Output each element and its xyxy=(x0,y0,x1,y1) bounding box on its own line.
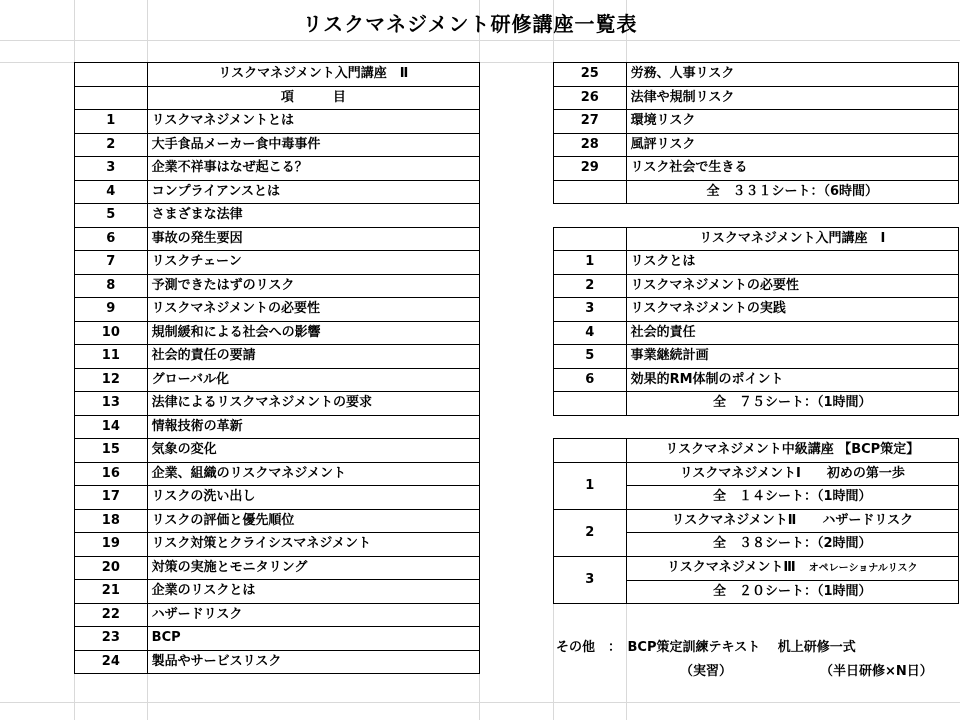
item-number: 29 xyxy=(554,157,627,181)
item-title: 大手食品メーカー食中毒事件 xyxy=(147,133,479,157)
item-number: 6 xyxy=(75,227,148,251)
module-title xyxy=(626,509,958,533)
other-duration-label: （半日研修×N日） xyxy=(820,664,933,679)
table-row xyxy=(75,486,480,510)
page-title: リスクマネジメント研修講座一覧表 xyxy=(302,12,638,36)
module-title-text: リスクマネジメントⅡ ハザードリスク xyxy=(671,512,914,528)
item-title: 情報技術の革新 xyxy=(147,415,479,439)
course-title: リスクマネジメント中級講座 【BCP策定】 xyxy=(626,439,958,463)
item-title: ハザードリスク xyxy=(147,603,479,627)
item-number: 15 xyxy=(75,439,148,463)
table-row xyxy=(75,110,480,134)
sheet-total: 全 ３８シート：（2時間） xyxy=(626,533,958,557)
course-title: リスクマネジメント入門講座 Ⅱ xyxy=(147,63,479,87)
item-title: 事業継続計画 xyxy=(626,345,958,369)
item-number: 1 xyxy=(75,110,148,134)
item-number: 12 xyxy=(75,368,148,392)
item-number: 3 xyxy=(75,157,148,181)
sheet-total: 全 ７５シート：（1時間） xyxy=(626,392,958,416)
item-title: コンプライアンスとは xyxy=(147,180,479,204)
item-title: リスク対策とクライシスマネジメント xyxy=(147,533,479,557)
item-title: 社会的責任の要請 xyxy=(147,345,479,369)
item-title: 製品やサービスリスク xyxy=(147,650,479,674)
item-title: リスクとは xyxy=(626,251,958,275)
table-row xyxy=(554,345,959,369)
table-row xyxy=(554,110,959,134)
table-cell xyxy=(554,439,627,463)
item-number: 24 xyxy=(75,650,148,674)
module-number: 2 xyxy=(554,509,627,556)
item-number: 28 xyxy=(554,133,627,157)
module-title xyxy=(626,462,958,486)
course-table-intro-2-continued xyxy=(554,63,959,204)
item-title: リスクチェーン xyxy=(147,251,479,275)
module-number: 3 xyxy=(554,556,627,604)
item-number: 14 xyxy=(75,415,148,439)
module-subtitle-text: オペレーショナルリスク xyxy=(808,562,918,574)
table-header-row xyxy=(75,86,480,110)
item-title: 気象の変化 xyxy=(147,439,479,463)
table-row xyxy=(75,204,480,228)
table-row xyxy=(554,63,959,87)
item-title: 企業のリスクとは xyxy=(147,580,479,604)
module-title-row xyxy=(554,556,959,580)
item-title: リスクマネジメントとは xyxy=(147,110,479,134)
item-number: 20 xyxy=(75,556,148,580)
item-number: 6 xyxy=(554,368,627,392)
table-row xyxy=(75,321,480,345)
item-title: リスクの評価と優先順位 xyxy=(147,509,479,533)
item-title: さまざまな法律 xyxy=(147,204,479,228)
module-title-text: リスクマネジメントⅠ 初めの第一歩 xyxy=(679,465,905,481)
item-title: 企業不祥事はなぜ起こる？ xyxy=(147,157,479,181)
item-number: 1 xyxy=(554,251,627,275)
item-number: 8 xyxy=(75,274,148,298)
table-row xyxy=(554,298,959,322)
table-row xyxy=(554,157,959,181)
item-number: 27 xyxy=(554,110,627,134)
item-number: 11 xyxy=(75,345,148,369)
item-title: リスクマネジメントの実践 xyxy=(626,298,958,322)
item-title: 事故の発生要因 xyxy=(147,227,479,251)
table-header-row xyxy=(554,227,959,251)
table-row xyxy=(75,439,480,463)
table-row xyxy=(75,180,480,204)
course-table-intro-1 xyxy=(554,204,959,416)
table-row xyxy=(75,392,480,416)
item-number: 25 xyxy=(554,63,627,87)
table-row xyxy=(75,157,480,181)
table-row xyxy=(75,556,480,580)
column-header-item: 項 目 xyxy=(147,86,479,110)
item-title: 予測できたはずのリスク xyxy=(147,274,479,298)
item-number: 21 xyxy=(75,580,148,604)
item-number: 22 xyxy=(75,603,148,627)
total-row xyxy=(554,180,959,204)
item-number: 17 xyxy=(75,486,148,510)
table-header-row xyxy=(75,63,480,87)
item-title: 規制緩和による社会への影響 xyxy=(147,321,479,345)
item-title: 対策の実施とモニタリング xyxy=(147,556,479,580)
sheet-total: 全 １４シート：（1時間） xyxy=(626,486,958,510)
item-number: 2 xyxy=(75,133,148,157)
course-table-intermediate xyxy=(554,415,959,604)
item-number: 13 xyxy=(75,392,148,416)
table-cell xyxy=(554,180,627,204)
item-title: リスクマネジメントの必要性 xyxy=(147,298,479,322)
item-title: 労務、人事リスク xyxy=(626,63,958,87)
item-number: 18 xyxy=(75,509,148,533)
table-row xyxy=(75,627,480,651)
table-row xyxy=(554,274,959,298)
item-number: 9 xyxy=(75,298,148,322)
item-title: グローバル化 xyxy=(147,368,479,392)
spacer-row xyxy=(554,415,959,439)
module-title-row xyxy=(554,509,959,533)
table-cell xyxy=(554,392,627,416)
grid-row xyxy=(0,702,960,703)
spacer-cell xyxy=(554,415,959,439)
item-number: 5 xyxy=(554,345,627,369)
table-row xyxy=(75,509,480,533)
item-title: 企業、組織のリスクマネジメント xyxy=(147,462,479,486)
item-number: 19 xyxy=(75,533,148,557)
table-row xyxy=(75,415,480,439)
table-row xyxy=(75,462,480,486)
item-number: 2 xyxy=(554,274,627,298)
module-title-row xyxy=(554,462,959,486)
spacer-row xyxy=(554,204,959,228)
table-row xyxy=(75,251,480,275)
item-number: 7 xyxy=(75,251,148,275)
course-table-right xyxy=(553,62,959,604)
item-title: 効果的RM体制のポイント xyxy=(626,368,958,392)
item-number: 26 xyxy=(554,86,627,110)
module-number: 1 xyxy=(554,462,627,509)
table-cell xyxy=(554,227,627,251)
item-number: 4 xyxy=(554,321,627,345)
item-title: 環境リスク xyxy=(626,110,958,134)
module-title xyxy=(626,556,958,580)
table-row xyxy=(554,251,959,275)
table-row xyxy=(75,603,480,627)
sheet-total: 全 ２０シート：（1時間） xyxy=(626,580,958,604)
item-number: 23 xyxy=(75,627,148,651)
table-row xyxy=(554,321,959,345)
other-materials-line: その他 ： BCP策定訓練テキスト 机上研修一式 xyxy=(556,640,856,655)
sheet-total: 全 ３３１シート：（6時間） xyxy=(626,180,958,204)
table-row xyxy=(75,650,480,674)
table-row xyxy=(75,298,480,322)
grid-row xyxy=(0,40,960,41)
item-title: 社会的責任 xyxy=(626,321,958,345)
item-number: 16 xyxy=(75,462,148,486)
table-row xyxy=(75,345,480,369)
table-row xyxy=(75,533,480,557)
table-row xyxy=(75,133,480,157)
table-cell xyxy=(75,86,148,110)
item-number: 3 xyxy=(554,298,627,322)
item-title: 風評リスク xyxy=(626,133,958,157)
table-cell xyxy=(75,63,148,87)
table-row xyxy=(554,133,959,157)
item-title: 法律によるリスクマネジメントの要求 xyxy=(147,392,479,416)
item-number: 5 xyxy=(75,204,148,228)
item-number: 10 xyxy=(75,321,148,345)
table-row xyxy=(75,227,480,251)
table-row xyxy=(75,274,480,298)
item-title: BCP xyxy=(147,627,479,651)
course-table-intro-2 xyxy=(74,62,480,674)
course-title: リスクマネジメント入門講座 Ⅰ xyxy=(626,227,958,251)
spacer-cell xyxy=(554,204,959,228)
table-row xyxy=(75,580,480,604)
module-title-text: リスクマネジメントⅢ xyxy=(667,559,809,575)
other-practice-label: （実習） xyxy=(680,664,733,679)
table-row xyxy=(554,86,959,110)
total-row xyxy=(554,392,959,416)
table-row xyxy=(554,368,959,392)
item-title: リスク社会で生きる xyxy=(626,157,958,181)
item-title: リスクマネジメントの必要性 xyxy=(626,274,958,298)
table-row xyxy=(75,368,480,392)
item-title: リスクの洗い出し xyxy=(147,486,479,510)
item-title: 法律や規制リスク xyxy=(626,86,958,110)
item-number: 4 xyxy=(75,180,148,204)
table-header-row xyxy=(554,439,959,463)
